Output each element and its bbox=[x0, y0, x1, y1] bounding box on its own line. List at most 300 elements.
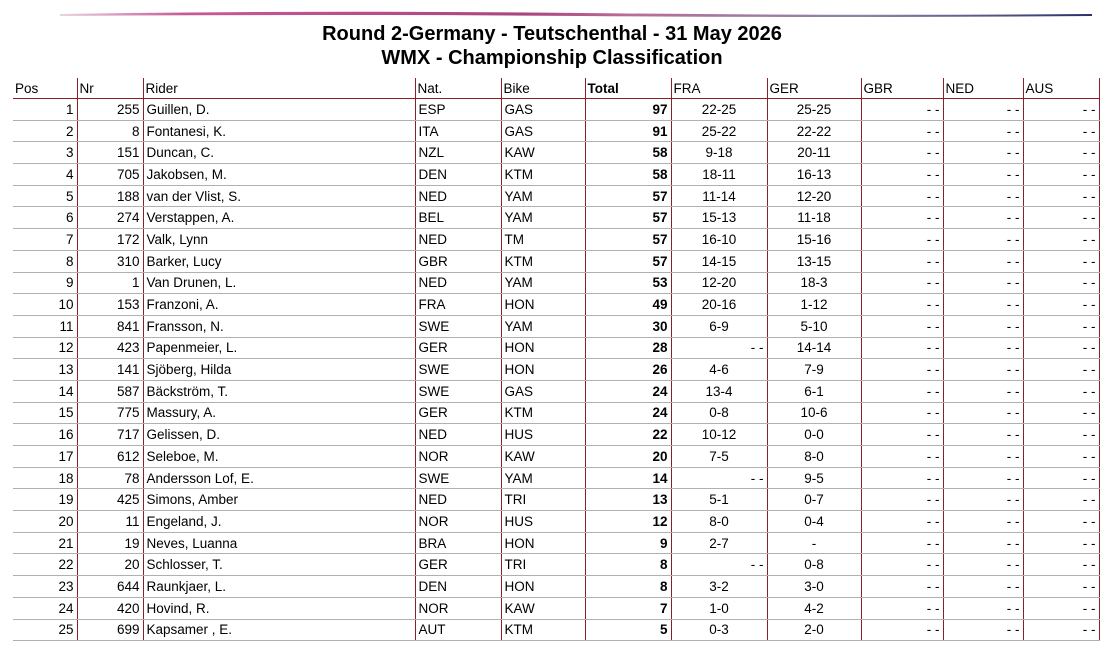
cell-total: 30 bbox=[585, 315, 671, 337]
cell-fra: 13-4 bbox=[671, 380, 767, 402]
cell-total: 58 bbox=[585, 164, 671, 186]
cell-fra: 25-22 bbox=[671, 120, 767, 142]
cell-total: 57 bbox=[585, 229, 671, 251]
cell-nr: 78 bbox=[77, 467, 143, 489]
cell-pos: 2 bbox=[13, 120, 77, 142]
cell-fra: 9-18 bbox=[671, 142, 767, 164]
cell-nat: AUT bbox=[415, 619, 501, 641]
cell-pos: 13 bbox=[13, 359, 77, 381]
cell-pos: 8 bbox=[13, 250, 77, 272]
cell-ned: - - bbox=[943, 402, 1023, 424]
cell-rider: Simons, Amber bbox=[143, 489, 415, 511]
cell-rider: Valk, Lynn bbox=[143, 229, 415, 251]
cell-ger: 0-8 bbox=[767, 554, 861, 576]
cell-ned: - - bbox=[943, 315, 1023, 337]
cell-fra: 5-1 bbox=[671, 489, 767, 511]
cell-nat: ITA bbox=[415, 120, 501, 142]
cell-ned: - - bbox=[943, 207, 1023, 229]
cell-gbr: - - bbox=[861, 511, 943, 533]
cell-aus: - - bbox=[1023, 142, 1099, 164]
cell-ned: - - bbox=[943, 532, 1023, 554]
cell-rider: Neves, Luanna bbox=[143, 532, 415, 554]
cell-ger: 15-16 bbox=[767, 229, 861, 251]
cell-aus: - - bbox=[1023, 380, 1099, 402]
cell-nr: 19 bbox=[77, 532, 143, 554]
cell-fra: 7-5 bbox=[671, 446, 767, 468]
table-row bbox=[13, 619, 1099, 641]
table-row bbox=[13, 294, 1099, 316]
cell-ger: 7-9 bbox=[767, 359, 861, 381]
classification-table bbox=[13, 78, 1100, 641]
cell-bike: KTM bbox=[501, 164, 585, 186]
cell-nr: 699 bbox=[77, 619, 143, 641]
cell-pos: 16 bbox=[13, 424, 77, 446]
table-header-row bbox=[13, 78, 1099, 99]
table-row bbox=[13, 532, 1099, 554]
cell-total: 24 bbox=[585, 402, 671, 424]
cell-rider: Fransson, N. bbox=[143, 315, 415, 337]
cell-aus: - - bbox=[1023, 164, 1099, 186]
cell-fra: 22-25 bbox=[671, 99, 767, 121]
cell-total: 14 bbox=[585, 467, 671, 489]
cell-nr: 775 bbox=[77, 402, 143, 424]
cell-bike: HUS bbox=[501, 511, 585, 533]
table-row bbox=[13, 185, 1099, 207]
cell-ger: 13-15 bbox=[767, 250, 861, 272]
cell-ger: 16-13 bbox=[767, 164, 861, 186]
cell-bike: KAW bbox=[501, 142, 585, 164]
cell-nr: 423 bbox=[77, 337, 143, 359]
cell-bike: GAS bbox=[501, 120, 585, 142]
cell-nat: DEN bbox=[415, 576, 501, 598]
cell-fra: 4-6 bbox=[671, 359, 767, 381]
cell-pos: 21 bbox=[13, 532, 77, 554]
cell-rider: Seleboe, M. bbox=[143, 446, 415, 468]
table-row bbox=[13, 554, 1099, 576]
cell-nat: ESP bbox=[415, 99, 501, 121]
table-row bbox=[13, 229, 1099, 251]
cell-rider: Massury, A. bbox=[143, 402, 415, 424]
table-row bbox=[13, 511, 1099, 533]
cell-rider: Hovind, R. bbox=[143, 597, 415, 619]
header-banner-stroke bbox=[60, 8, 1092, 20]
table-row bbox=[13, 120, 1099, 142]
table-row bbox=[13, 446, 1099, 468]
cell-gbr: - - bbox=[861, 489, 943, 511]
table-row bbox=[13, 337, 1099, 359]
cell-nat: NED bbox=[415, 489, 501, 511]
cell-nr: 1 bbox=[77, 272, 143, 294]
cell-total: 57 bbox=[585, 207, 671, 229]
cell-nr: 274 bbox=[77, 207, 143, 229]
cell-ger: 10-6 bbox=[767, 402, 861, 424]
cell-ned: - - bbox=[943, 229, 1023, 251]
cell-rider: Sjöberg, Hilda bbox=[143, 359, 415, 381]
cell-gbr: - - bbox=[861, 207, 943, 229]
col-header-bike: Bike bbox=[501, 78, 585, 99]
cell-ned: - - bbox=[943, 511, 1023, 533]
table-row bbox=[13, 467, 1099, 489]
cell-nr: 425 bbox=[77, 489, 143, 511]
cell-aus: - - bbox=[1023, 576, 1099, 598]
cell-total: 28 bbox=[585, 337, 671, 359]
cell-nr: 8 bbox=[77, 120, 143, 142]
cell-ned: - - bbox=[943, 554, 1023, 576]
cell-rider: Fontanesi, K. bbox=[143, 120, 415, 142]
cell-nr: 255 bbox=[77, 99, 143, 121]
col-header-aus: AUS bbox=[1023, 78, 1099, 99]
cell-nat: NED bbox=[415, 229, 501, 251]
cell-gbr: - - bbox=[861, 402, 943, 424]
cell-ned: - - bbox=[943, 164, 1023, 186]
cell-fra: 0-3 bbox=[671, 619, 767, 641]
cell-fra: 12-20 bbox=[671, 272, 767, 294]
cell-nr: 717 bbox=[77, 424, 143, 446]
page-subtitle: WMX - Championship Classification bbox=[381, 47, 723, 69]
cell-aus: - - bbox=[1023, 99, 1099, 121]
cell-aus: - - bbox=[1023, 446, 1099, 468]
cell-nr: 172 bbox=[77, 229, 143, 251]
cell-ned: - - bbox=[943, 576, 1023, 598]
cell-rider: Franzoni, A. bbox=[143, 294, 415, 316]
cell-ger: 18-3 bbox=[767, 272, 861, 294]
cell-ned: - - bbox=[943, 489, 1023, 511]
cell-aus: - - bbox=[1023, 467, 1099, 489]
cell-total: 7 bbox=[585, 597, 671, 619]
cell-ger: 6-1 bbox=[767, 380, 861, 402]
cell-rider: Kapsamer , E. bbox=[143, 619, 415, 641]
cell-gbr: - - bbox=[861, 359, 943, 381]
cell-pos: 19 bbox=[13, 489, 77, 511]
table-row bbox=[13, 164, 1099, 186]
cell-nr: 310 bbox=[77, 250, 143, 272]
cell-bike: YAM bbox=[501, 315, 585, 337]
table-row bbox=[13, 424, 1099, 446]
cell-bike: YAM bbox=[501, 272, 585, 294]
cell-aus: - - bbox=[1023, 337, 1099, 359]
cell-total: 8 bbox=[585, 554, 671, 576]
cell-ned: - - bbox=[943, 597, 1023, 619]
cell-bike: HON bbox=[501, 532, 585, 554]
col-header-rider: Rider bbox=[143, 78, 415, 99]
cell-nat: NED bbox=[415, 185, 501, 207]
cell-gbr: - - bbox=[861, 185, 943, 207]
cell-aus: - - bbox=[1023, 272, 1099, 294]
cell-aus: - - bbox=[1023, 294, 1099, 316]
cell-aus: - - bbox=[1023, 424, 1099, 446]
cell-total: 20 bbox=[585, 446, 671, 468]
cell-aus: - - bbox=[1023, 207, 1099, 229]
cell-aus: - - bbox=[1023, 554, 1099, 576]
table-row bbox=[13, 250, 1099, 272]
cell-gbr: - - bbox=[861, 164, 943, 186]
cell-fra: - - bbox=[671, 337, 767, 359]
cell-nr: 188 bbox=[77, 185, 143, 207]
cell-rider: van der Vlist, S. bbox=[143, 185, 415, 207]
cell-ned: - - bbox=[943, 142, 1023, 164]
cell-bike: KAW bbox=[501, 597, 585, 619]
cell-rider: Verstappen, A. bbox=[143, 207, 415, 229]
cell-nat: GBR bbox=[415, 250, 501, 272]
cell-pos: 1 bbox=[13, 99, 77, 121]
cell-total: 91 bbox=[585, 120, 671, 142]
cell-ger: 0-7 bbox=[767, 489, 861, 511]
cell-total: 5 bbox=[585, 619, 671, 641]
table-row bbox=[13, 207, 1099, 229]
cell-gbr: - - bbox=[861, 380, 943, 402]
cell-aus: - - bbox=[1023, 402, 1099, 424]
cell-pos: 9 bbox=[13, 272, 77, 294]
cell-ned: - - bbox=[943, 250, 1023, 272]
table-row bbox=[13, 489, 1099, 511]
table-row bbox=[13, 272, 1099, 294]
cell-gbr: - - bbox=[861, 597, 943, 619]
cell-pos: 20 bbox=[13, 511, 77, 533]
cell-pos: 24 bbox=[13, 597, 77, 619]
cell-ger: 22-22 bbox=[767, 120, 861, 142]
cell-total: 57 bbox=[585, 185, 671, 207]
cell-rider: Papenmeier, L. bbox=[143, 337, 415, 359]
table-row bbox=[13, 576, 1099, 598]
cell-rider: Engeland, J. bbox=[143, 511, 415, 533]
cell-gbr: - - bbox=[861, 619, 943, 641]
cell-fra: 15-13 bbox=[671, 207, 767, 229]
cell-ger: 12-20 bbox=[767, 185, 861, 207]
cell-fra: 3-2 bbox=[671, 576, 767, 598]
cell-ned: - - bbox=[943, 294, 1023, 316]
cell-ned: - - bbox=[943, 359, 1023, 381]
cell-ger: 8-0 bbox=[767, 446, 861, 468]
cell-pos: 3 bbox=[13, 142, 77, 164]
cell-nr: 151 bbox=[77, 142, 143, 164]
cell-nat: NZL bbox=[415, 142, 501, 164]
cell-pos: 12 bbox=[13, 337, 77, 359]
cell-aus: - - bbox=[1023, 185, 1099, 207]
cell-rider: Gelissen, D. bbox=[143, 424, 415, 446]
cell-ger: 3-0 bbox=[767, 576, 861, 598]
cell-gbr: - - bbox=[861, 554, 943, 576]
cell-aus: - - bbox=[1023, 597, 1099, 619]
cell-gbr: - - bbox=[861, 142, 943, 164]
cell-nat: BRA bbox=[415, 532, 501, 554]
cell-aus: - - bbox=[1023, 619, 1099, 641]
page-title: Round 2-Germany - Teutschenthal - 31 May 2026 bbox=[322, 23, 782, 45]
cell-ger: 2-0 bbox=[767, 619, 861, 641]
cell-rider: Bäckström, T. bbox=[143, 380, 415, 402]
cell-bike: KTM bbox=[501, 402, 585, 424]
cell-rider: Van Drunen, L. bbox=[143, 272, 415, 294]
cell-ger: 4-2 bbox=[767, 597, 861, 619]
cell-fra: 8-0 bbox=[671, 511, 767, 533]
cell-ned: - - bbox=[943, 380, 1023, 402]
table-row bbox=[13, 359, 1099, 381]
cell-nat: NED bbox=[415, 424, 501, 446]
cell-rider: Schlosser, T. bbox=[143, 554, 415, 576]
cell-nat: GER bbox=[415, 402, 501, 424]
cell-total: 49 bbox=[585, 294, 671, 316]
cell-bike: TRI bbox=[501, 489, 585, 511]
col-header-pos: Pos bbox=[13, 78, 77, 99]
cell-fra: - - bbox=[671, 467, 767, 489]
cell-ger: 0-4 bbox=[767, 511, 861, 533]
cell-rider: Jakobsen, M. bbox=[143, 164, 415, 186]
cell-fra: 16-10 bbox=[671, 229, 767, 251]
cell-gbr: - - bbox=[861, 532, 943, 554]
cell-total: 26 bbox=[585, 359, 671, 381]
cell-bike: KTM bbox=[501, 250, 585, 272]
cell-pos: 14 bbox=[13, 380, 77, 402]
cell-aus: - - bbox=[1023, 359, 1099, 381]
col-header-fra: FRA bbox=[671, 78, 767, 99]
cell-bike: HON bbox=[501, 359, 585, 381]
cell-nr: 841 bbox=[77, 315, 143, 337]
cell-ned: - - bbox=[943, 99, 1023, 121]
cell-total: 8 bbox=[585, 576, 671, 598]
cell-fra: 14-15 bbox=[671, 250, 767, 272]
cell-ger: 0-0 bbox=[767, 424, 861, 446]
cell-pos: 10 bbox=[13, 294, 77, 316]
cell-total: 53 bbox=[585, 272, 671, 294]
cell-nat: BEL bbox=[415, 207, 501, 229]
cell-ned: - - bbox=[943, 467, 1023, 489]
cell-pos: 11 bbox=[13, 315, 77, 337]
cell-bike: TRI bbox=[501, 554, 585, 576]
cell-aus: - - bbox=[1023, 120, 1099, 142]
cell-nr: 705 bbox=[77, 164, 143, 186]
cell-total: 9 bbox=[585, 532, 671, 554]
col-header-gbr: GBR bbox=[861, 78, 943, 99]
cell-gbr: - - bbox=[861, 446, 943, 468]
cell-nr: 11 bbox=[77, 511, 143, 533]
cell-nr: 612 bbox=[77, 446, 143, 468]
cell-gbr: - - bbox=[861, 120, 943, 142]
cell-nat: NOR bbox=[415, 446, 501, 468]
cell-rider: Guillen, D. bbox=[143, 99, 415, 121]
cell-aus: - - bbox=[1023, 489, 1099, 511]
cell-bike: TM bbox=[501, 229, 585, 251]
table-row bbox=[13, 380, 1099, 402]
cell-ned: - - bbox=[943, 120, 1023, 142]
cell-nat: DEN bbox=[415, 164, 501, 186]
cell-gbr: - - bbox=[861, 576, 943, 598]
cell-fra: 11-14 bbox=[671, 185, 767, 207]
cell-aus: - - bbox=[1023, 532, 1099, 554]
cell-bike: YAM bbox=[501, 467, 585, 489]
cell-ned: - - bbox=[943, 272, 1023, 294]
cell-ned: - - bbox=[943, 185, 1023, 207]
cell-pos: 7 bbox=[13, 229, 77, 251]
table-row bbox=[13, 597, 1099, 619]
cell-pos: 15 bbox=[13, 402, 77, 424]
col-header-ned: NED bbox=[943, 78, 1023, 99]
cell-bike: HON bbox=[501, 294, 585, 316]
cell-total: 13 bbox=[585, 489, 671, 511]
cell-ned: - - bbox=[943, 619, 1023, 641]
cell-fra: 20-16 bbox=[671, 294, 767, 316]
cell-nr: 153 bbox=[77, 294, 143, 316]
cell-nat: NOR bbox=[415, 511, 501, 533]
cell-nat: GER bbox=[415, 337, 501, 359]
cell-gbr: - - bbox=[861, 99, 943, 121]
table-row bbox=[13, 99, 1099, 121]
cell-nat: SWE bbox=[415, 467, 501, 489]
table-row bbox=[13, 315, 1099, 337]
cell-ger: 5-10 bbox=[767, 315, 861, 337]
cell-gbr: - - bbox=[861, 294, 943, 316]
cell-bike: GAS bbox=[501, 380, 585, 402]
cell-nr: 587 bbox=[77, 380, 143, 402]
cell-bike: KTM bbox=[501, 619, 585, 641]
cell-pos: 25 bbox=[13, 619, 77, 641]
cell-ger: 20-11 bbox=[767, 142, 861, 164]
cell-gbr: - - bbox=[861, 337, 943, 359]
cell-bike: HON bbox=[501, 337, 585, 359]
cell-pos: 22 bbox=[13, 554, 77, 576]
cell-nat: SWE bbox=[415, 380, 501, 402]
cell-nat: SWE bbox=[415, 359, 501, 381]
cell-ger: 14-14 bbox=[767, 337, 861, 359]
cell-gbr: - - bbox=[861, 424, 943, 446]
cell-bike: HUS bbox=[501, 424, 585, 446]
cell-nr: 420 bbox=[77, 597, 143, 619]
col-header-nr: Nr bbox=[77, 78, 143, 99]
cell-fra: 1-0 bbox=[671, 597, 767, 619]
cell-ger: - bbox=[767, 532, 861, 554]
cell-bike: HON bbox=[501, 576, 585, 598]
col-header-ger: GER bbox=[767, 78, 861, 99]
cell-fra: 18-11 bbox=[671, 164, 767, 186]
cell-gbr: - - bbox=[861, 250, 943, 272]
cell-ger: 1-12 bbox=[767, 294, 861, 316]
cell-ned: - - bbox=[943, 446, 1023, 468]
cell-aus: - - bbox=[1023, 315, 1099, 337]
cell-aus: - - bbox=[1023, 229, 1099, 251]
cell-nat: SWE bbox=[415, 315, 501, 337]
cell-fra: 6-9 bbox=[671, 315, 767, 337]
cell-rider: Barker, Lucy bbox=[143, 250, 415, 272]
cell-bike: YAM bbox=[501, 207, 585, 229]
cell-gbr: - - bbox=[861, 229, 943, 251]
cell-fra: 0-8 bbox=[671, 402, 767, 424]
cell-fra: - - bbox=[671, 554, 767, 576]
cell-ger: 25-25 bbox=[767, 99, 861, 121]
cell-nat: NED bbox=[415, 272, 501, 294]
cell-gbr: - - bbox=[861, 315, 943, 337]
col-header-nat: Nat. bbox=[415, 78, 501, 99]
cell-rider: Duncan, C. bbox=[143, 142, 415, 164]
cell-nat: NOR bbox=[415, 597, 501, 619]
cell-ned: - - bbox=[943, 337, 1023, 359]
cell-pos: 6 bbox=[13, 207, 77, 229]
cell-total: 22 bbox=[585, 424, 671, 446]
table-row bbox=[13, 142, 1099, 164]
cell-total: 97 bbox=[585, 99, 671, 121]
cell-bike: KAW bbox=[501, 446, 585, 468]
cell-gbr: - - bbox=[861, 272, 943, 294]
cell-total: 24 bbox=[585, 380, 671, 402]
cell-bike: YAM bbox=[501, 185, 585, 207]
cell-pos: 23 bbox=[13, 576, 77, 598]
cell-fra: 2-7 bbox=[671, 532, 767, 554]
cell-aus: - - bbox=[1023, 250, 1099, 272]
cell-rider: Raunkjaer, L. bbox=[143, 576, 415, 598]
cell-nr: 141 bbox=[77, 359, 143, 381]
cell-pos: 18 bbox=[13, 467, 77, 489]
cell-ned: - - bbox=[943, 424, 1023, 446]
cell-rider: Andersson Lof, E. bbox=[143, 467, 415, 489]
cell-pos: 4 bbox=[13, 164, 77, 186]
cell-fra: 10-12 bbox=[671, 424, 767, 446]
